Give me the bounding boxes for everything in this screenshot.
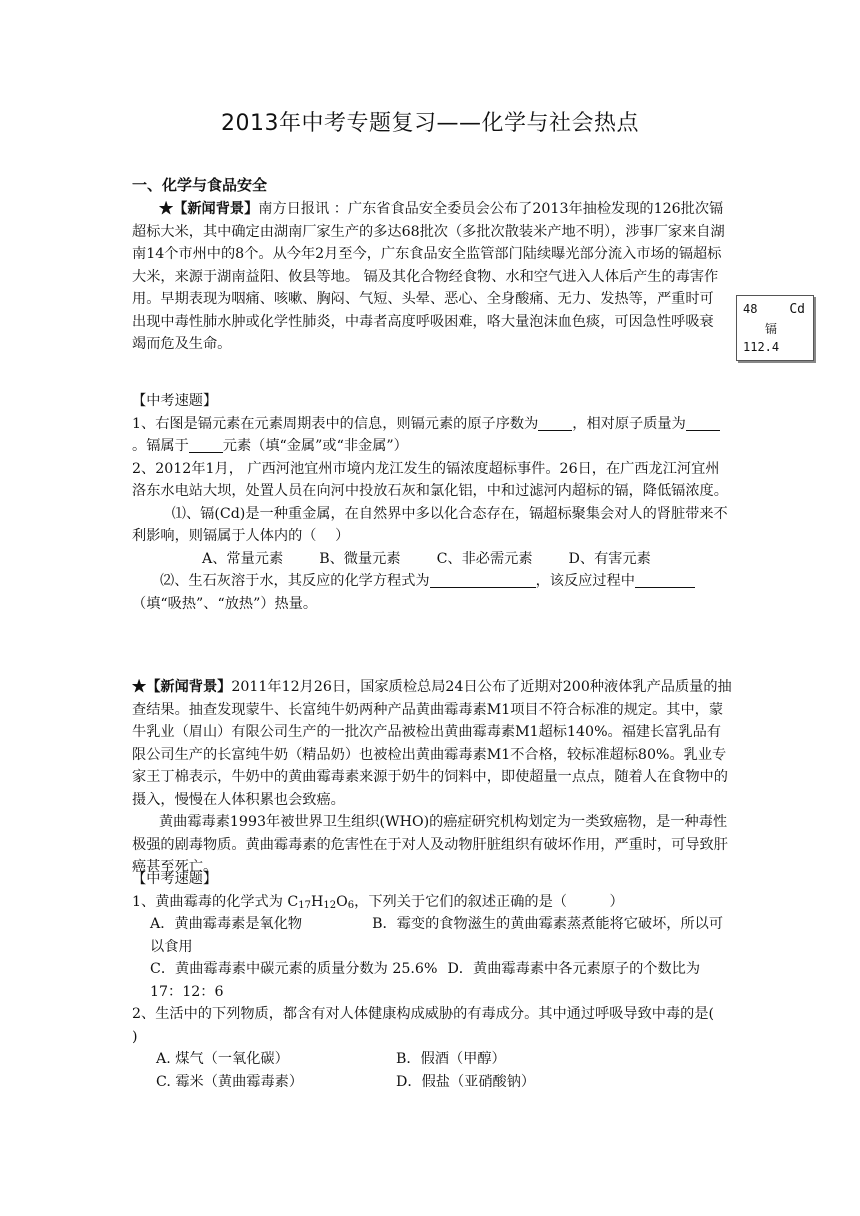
- question-text: 2、2012年1月， 广西河池宜州市境内龙江发生的镉浓度超标事件。26日，在广西龙江河宜州洛东水电站大坝，处置人员在向河中投放石灰和氯化铝，中和过滤河内超标的镉，降低镉浓度。: [132, 460, 728, 499]
- quiz-label: 【中考速题】: [132, 393, 218, 409]
- question-text: 。镉属于: [132, 438, 189, 454]
- element-card-cadmium: [736, 295, 814, 361]
- news-text: 南方日报讯 ：广东省食品安全委员会公布了2013年抽检发现的126批次镉超标大米，其中确定由湖南厂家生产的多达68批次（多批次散装米产地不明），涉事厂家来自湖南14个市州中的8个。从今年2月至今，广东食品安全监管部门陆续曝光部分流入市场的镉超标大米，来源于湖南益阳、攸县等地。 镉及其化合物经食物、水和空气进入人体后产生的毒害作用。早期表现为咽痛、咳嗽、胸闷、气短、头晕、恶心、全身酸痛、无力、发热等，严重时可出现中毒性肺水肿或化学性肺炎，中毒者高度呼吸困难，咯大量泡沫血色痰，可因急性呼吸衰竭而危及生命。: [132, 201, 725, 352]
- news-paragraph-2: [132, 676, 732, 879]
- question-text: ⑴、镉(Cd)是一种重金属，在自然界中多以化合态存在，镉超标聚集会对人的肾脏带来不利影响，则镉属于人体内的（ ）: [132, 505, 728, 544]
- answer-blank[interactable]: [430, 571, 536, 588]
- subscript: 12: [323, 899, 337, 911]
- formula-part: H: [311, 893, 324, 910]
- option-d[interactable]: D．黄曲霉毒素中各元素原子的个数比为 17：12：6: [150, 961, 701, 1000]
- option-a[interactable]: A．黄曲霉毒素是氧化物: [150, 916, 303, 932]
- news-paragraph-1: [132, 198, 726, 356]
- option-d[interactable]: D．假盐（亚硝酸钠）: [396, 1073, 536, 1090]
- option-c[interactable]: C、非必需元素: [436, 550, 533, 567]
- element-symbol: Cd: [789, 302, 805, 317]
- quiz-block-2: [132, 868, 747, 1093]
- element-name: 镉: [765, 322, 778, 336]
- page-title: 2013年中考专题复习——化学与社会热点: [221, 111, 639, 136]
- news-text: 黄曲霉毒素1993年被世界卫生组织(WHO)的癌症研究机构划定为一类致癌物，是一种毒性极强的剧毒物质。黄曲霉毒素的危害性在于对人及动物肝脏组织有破坏作用，严重时，可导致肝癌甚至死亡。: [132, 814, 728, 875]
- option-b[interactable]: B．霉变的食物滋生的黄曲霉素蒸煮能将它破坏，所以可以食用: [150, 916, 724, 955]
- news-text: 2011年12月26日，国家质检总局24日公布了近期对200种液体乳产品质量的抽查结果。抽查发现蒙牛、长富纯牛奶两种产品黄曲霉毒素M1项目不符合标准的规定。其中，蒙牛乳业（眉山）有限公司生产的一批次产品被检出黄曲霉毒素M1超标140%。福建长富乳品有限公司生产的长富纯牛奶（精品奶）也被检出黄曲霉毒素M1不合格，较标准超标80%。乳业专家王丁棉表示，牛奶中的黄曲霉毒素来源于奶牛的饲料中，即使超量一点点，随着人在食物中的摄入，慢慢在人体积累也会致癌。: [132, 679, 732, 808]
- question-text: ，相对原子质量为: [572, 415, 686, 432]
- formula-part: O: [336, 893, 348, 910]
- section-heading: 一、化学与食品安全: [132, 176, 268, 194]
- answer-blank[interactable]: [686, 414, 720, 431]
- question-text: ，该反应过程中: [535, 573, 635, 589]
- options-row: [132, 1071, 732, 1094]
- options-row: [132, 1048, 732, 1071]
- subscript: 6: [347, 899, 355, 911]
- atomic-number: 48: [743, 302, 758, 316]
- quiz-label: 【中考速题】: [132, 871, 218, 887]
- question-text: （填“吸热”、“放热”）热量。: [132, 595, 318, 612]
- atomic-mass: 112.4: [743, 340, 780, 354]
- news-label: ★【新闻背景】: [158, 201, 259, 217]
- question-text: ⑵、生石灰溶于水，其反应的化学方程式为: [160, 573, 430, 589]
- question-text: 1、右图是镉元素在元素周期表中的信息，则镉元素的原子序数为: [132, 415, 539, 432]
- answer-blank[interactable]: [538, 414, 572, 431]
- option-d[interactable]: D、有害元素: [568, 550, 651, 567]
- option-c[interactable]: C．黄曲霉毒素中碳元素的质量分数为 25.6%: [150, 961, 438, 977]
- options-row: [132, 548, 732, 571]
- option-b[interactable]: B、微量元素: [319, 550, 401, 567]
- option-a[interactable]: A. 煤气（一氧化碳）: [156, 1051, 289, 1067]
- option-b[interactable]: B．假酒（甲醇）: [396, 1051, 506, 1067]
- option-c[interactable]: C. 霉米（黄曲霉毒素）: [156, 1073, 304, 1090]
- question-text: ，下列关于它们的叙述正确的是（ ）: [354, 893, 624, 910]
- answer-blank[interactable]: [189, 436, 223, 453]
- answer-blank[interactable]: [635, 571, 695, 588]
- subscript: 17: [298, 899, 312, 911]
- question-text: 元素（填“金属”或“非金属”）: [222, 438, 408, 454]
- quiz-block-1: [132, 390, 732, 615]
- question-text: 1、黄曲霉毒的化学式为 C: [132, 893, 299, 910]
- question-text: 2、生活中的下列物质，都含有对人体健康构成威胁的有毒成分。其中通过呼吸导致中毒的是( ): [132, 1006, 747, 1045]
- news-label: ★【新闻背景】: [132, 679, 232, 695]
- option-a[interactable]: A、常量元素: [202, 550, 284, 567]
